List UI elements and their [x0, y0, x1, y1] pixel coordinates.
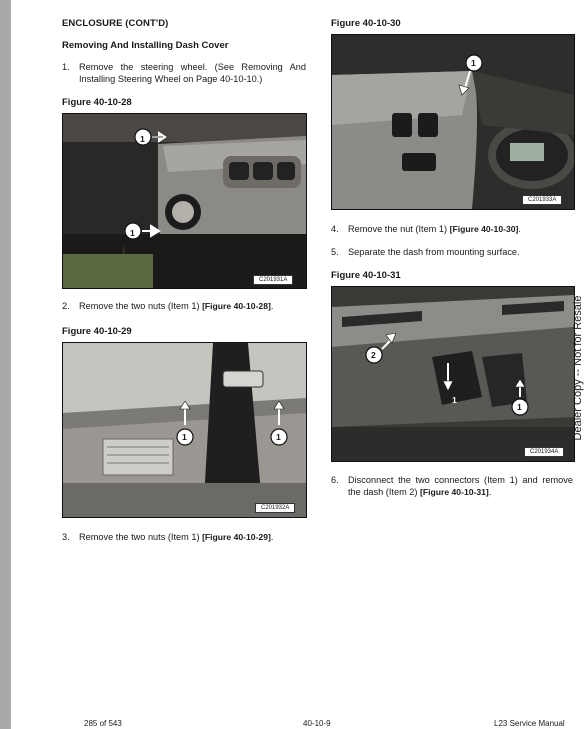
step-1: 1. Remove the steering wheel. (See Removing And Installing Steering Wheel on Page 40-10-10.) [62, 62, 306, 84]
callout-label: 1 [452, 395, 457, 405]
page-count: 285 of 543 [84, 719, 122, 728]
figure-title-28: Figure 40-10-28 [62, 97, 132, 108]
image-code: C201934A [524, 447, 564, 457]
figure-40-10-31 [331, 286, 575, 462]
callout-label: 1 [182, 432, 187, 442]
figure-40-10-30 [331, 34, 575, 210]
image-code: C201932A [255, 503, 295, 513]
callout-1-arrow-center [434, 359, 464, 393]
figure-40-10-28 [62, 113, 307, 289]
section-header: ENCLOSURE (CONT'D) [62, 18, 169, 29]
figure-title-29: Figure 40-10-29 [62, 326, 132, 337]
callout-label: 1 [471, 58, 476, 68]
subheading: Removing And Installing Dash Cover [62, 40, 229, 51]
callout-label: 1 [130, 228, 135, 238]
callout-label: 1 [140, 134, 145, 144]
manual-title: L23 Service Manual [494, 719, 565, 728]
step-5: 5. Separate the dash from mounting surface. [331, 247, 520, 257]
watermark-sidebar: Dealer Copy -- Not for Resale [572, 295, 584, 440]
callout-1-arrow-top [133, 126, 173, 148]
callout-1-arrow-left [171, 401, 201, 451]
step-4: 4. Remove the nut (Item 1) [Figure 40-10-30]. [331, 224, 521, 234]
image-code: C201933A [522, 195, 562, 205]
step-6: 6. Disconnect the two connectors (Item 1) and remove the dash (Item 2) [Figure 40-10-31]. [331, 475, 573, 497]
figure-title-30: Figure 40-10-30 [331, 18, 401, 29]
page-edge [0, 0, 11, 729]
image-code: C201931A [253, 275, 293, 285]
callout-1-arrow-right [265, 401, 295, 451]
callout-1-arrow-right [506, 379, 536, 421]
callout-label: 2 [371, 350, 376, 360]
step-2: 2. Remove the two nuts (Item 1) [Figure 40-10-28]. [62, 301, 274, 311]
figure-title-31: Figure 40-10-31 [331, 270, 401, 281]
callout-2-arrow [362, 327, 402, 369]
step-3: 3. Remove the two nuts (Item 1) [Figure 40-10-29]. [62, 532, 274, 542]
figure-30-photo [332, 35, 574, 209]
page-number: 40-10-9 [303, 719, 331, 728]
figure-40-10-29 [62, 342, 307, 518]
callout-label: 1 [276, 432, 281, 442]
callout-label: 1 [517, 402, 522, 412]
figure-28-photo [63, 114, 306, 288]
